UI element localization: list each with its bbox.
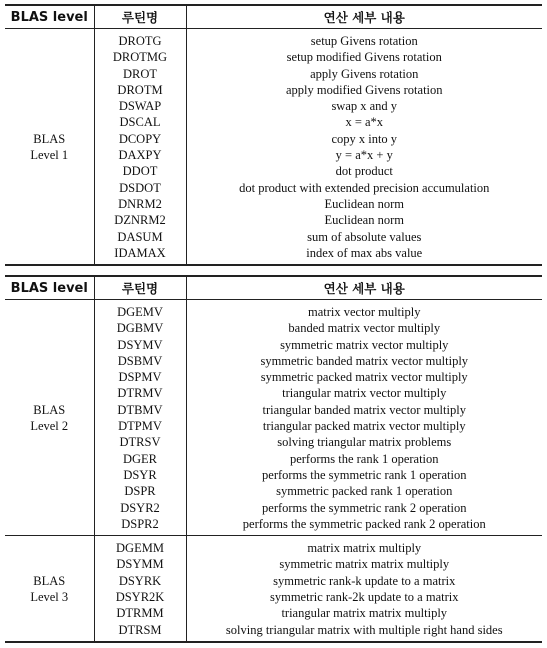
operation-description: copy x into y: [331, 131, 398, 146]
operation-description: apply modified Givens rotation: [285, 82, 443, 97]
routine-name: DTRSM: [118, 622, 162, 637]
routine-name: DCOPY: [118, 131, 162, 146]
operation-description: symmetric matrix vector multiply: [280, 337, 449, 352]
operation-description: symmetric packed matrix vector multiply: [260, 370, 468, 385]
level-cell: [5, 29, 94, 266]
description-list: [186, 536, 542, 642]
routine-name: DZNRM2: [114, 213, 166, 228]
level-cell: [5, 536, 94, 642]
header-row: [5, 5, 542, 29]
routine-name: DSDOT: [119, 180, 161, 195]
operation-description: performs the rank 1 operation: [289, 451, 439, 466]
routine-list: [94, 536, 186, 642]
routine-name: DSPR: [124, 484, 156, 499]
operation-description: performs the symmetric rank 2 operation: [262, 500, 467, 515]
header-routine: 루틴명: [94, 5, 186, 29]
blas-level1-table: [5, 4, 542, 266]
operation-description: performs the symmetric packed rank 2 operation: [242, 516, 486, 531]
routine-name: DSYR: [123, 467, 157, 482]
table-row: [5, 536, 542, 642]
routine-name: DAXPY: [118, 148, 162, 163]
header-blas-level: BLAS level: [5, 276, 94, 300]
routine-name: DSPR2: [121, 516, 159, 531]
routine-name: DTRMM: [116, 606, 164, 621]
operation-description: triangular banded matrix vector multiply: [262, 402, 466, 417]
header-details: 연산 세부 내용: [186, 276, 542, 300]
description-list: [186, 300, 542, 536]
routine-name: DSCAL: [119, 115, 161, 130]
routine-name: DSYR2: [120, 500, 160, 515]
routine-name: DNRM2: [118, 196, 162, 211]
routine-list: [94, 300, 186, 536]
operation-description: symmetric matrix matrix multiply: [279, 557, 450, 572]
operation-description: y = a*x + y: [335, 148, 393, 163]
routine-name: IDAMAX: [114, 245, 166, 260]
table-body: [5, 29, 542, 266]
description-list: [186, 29, 542, 266]
table-body: [5, 300, 542, 642]
level-label-line2: Level 2: [30, 418, 69, 433]
routine-name: DROT: [122, 66, 158, 81]
operation-description: matrix vector multiply: [308, 305, 421, 319]
operation-description: symmetric rank-k update to a matrix: [273, 573, 456, 588]
level-label-line1: BLAS: [33, 402, 66, 417]
routine-name: DTRMV: [117, 386, 163, 401]
operation-description: sum of absolute values: [307, 229, 422, 244]
routine-name: DGER: [122, 451, 158, 466]
routine-name: DTPMV: [118, 419, 162, 434]
blas-level2-3-table: [5, 275, 542, 643]
routine-name: DTRSV: [119, 435, 161, 450]
routine-name: DGBMV: [116, 321, 164, 336]
operation-description: setup Givens rotation: [310, 34, 418, 48]
routine-name: DSYRK: [118, 573, 162, 588]
routine-name: DGEMV: [117, 305, 163, 319]
level-label-line2: Level 1: [30, 147, 69, 162]
operation-description: setup modified Givens rotation: [286, 50, 442, 65]
routine-name: DSYMM: [116, 557, 164, 572]
operation-description: Euclidean norm: [324, 196, 404, 211]
routine-name: DSPMV: [118, 370, 162, 385]
routine-name: DSYR2K: [115, 590, 165, 605]
operation-description: performs the symmetric rank 1 operation: [262, 467, 467, 482]
level-label-line1: BLAS: [33, 573, 66, 588]
operation-description: x = a*x: [345, 115, 384, 130]
operation-description: symmetric rank-2k update to a matrix: [270, 590, 459, 605]
header-routine: 루틴명: [94, 276, 186, 300]
header-details: 연산 세부 내용: [186, 5, 542, 29]
routine-name: DSBMV: [117, 353, 163, 368]
operation-description: apply Givens rotation: [310, 66, 419, 81]
operation-description: index of max abs value: [306, 245, 423, 260]
header-blas-level: BLAS level: [5, 5, 94, 29]
routine-name: DROTM: [117, 82, 163, 97]
routine-name: DROTMG: [112, 50, 168, 65]
operation-description: symmetric packed rank 1 operation: [276, 484, 453, 499]
operation-description: Euclidean norm: [324, 213, 404, 228]
operation-description: swap x and y: [331, 99, 398, 114]
operation-description: banded matrix vector multiply: [288, 321, 441, 336]
operation-description: triangular matrix vector multiply: [282, 386, 447, 401]
operation-description: symmetric banded matrix vector multiply: [260, 353, 469, 368]
routine-name: DDOT: [122, 164, 158, 179]
operation-description: dot product: [335, 164, 393, 179]
routine-list: [94, 29, 186, 266]
header-row: [5, 276, 542, 300]
level-label-line2: Level 3: [30, 589, 69, 604]
operation-description: dot product with extended precision accumulation: [239, 180, 490, 195]
table-row: [5, 29, 542, 266]
routine-name: DSWAP: [118, 99, 162, 114]
routine-name: DROTG: [118, 34, 162, 48]
routine-name: DSYMV: [117, 337, 163, 352]
routine-name: DASUM: [117, 229, 163, 244]
operation-description: solving triangular matrix problems: [277, 435, 452, 450]
operation-description: triangular packed matrix vector multiply: [262, 419, 466, 434]
routine-name: DGEMM: [116, 541, 164, 556]
routine-name: DTBMV: [117, 402, 163, 417]
operation-description: matrix matrix multiply: [307, 541, 422, 556]
level-cell: [5, 300, 94, 536]
operation-description: solving triangular matrix with multiple right hand sides: [225, 622, 503, 637]
operation-description: triangular matrix matrix multiply: [281, 606, 448, 621]
level-label-line1: BLAS: [33, 131, 66, 146]
table-row: [5, 300, 542, 536]
